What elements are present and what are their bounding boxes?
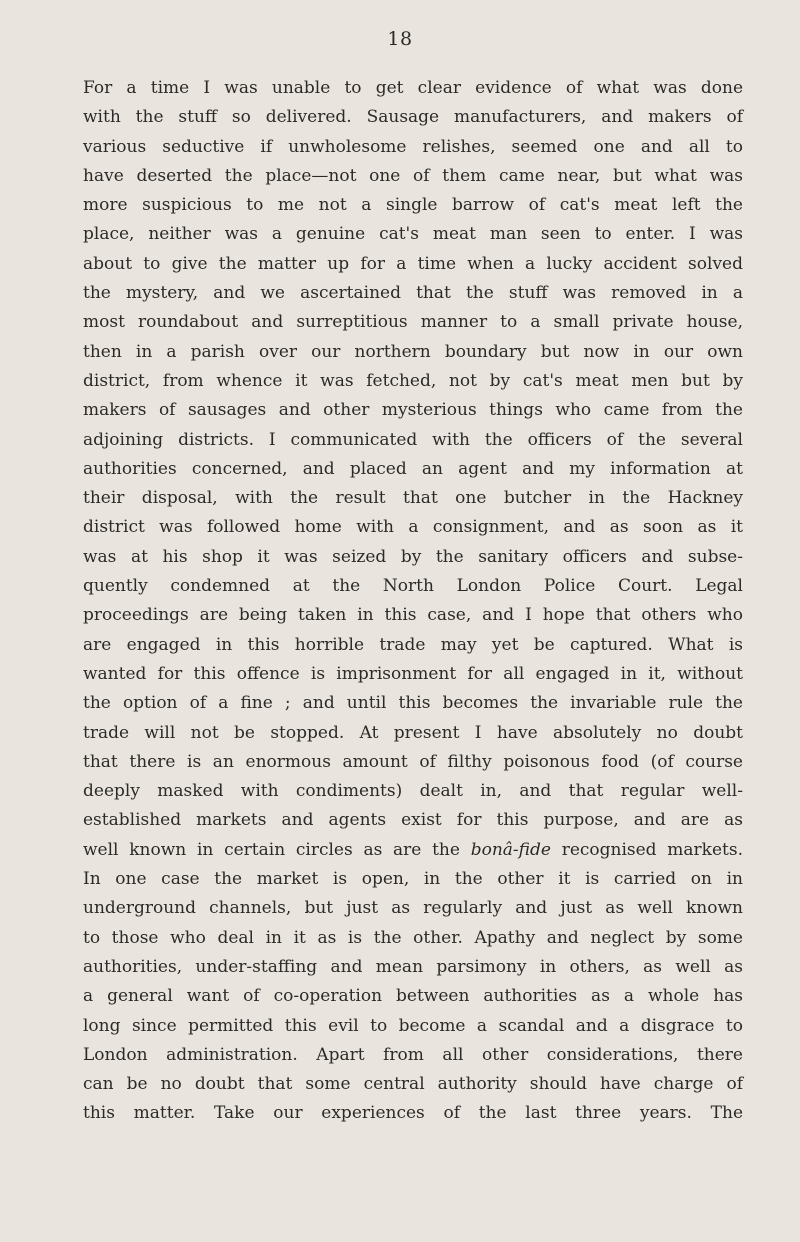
text-line: In one case the market is open, in the other it is carried on in: [83, 869, 743, 890]
text-line: makers of sausages and other mysterious things who came from the: [83, 400, 743, 421]
text-line: wanted for this offence is imprisonment for all engaged in it, without: [83, 663, 743, 684]
text-line: to those who deal in it as is the other. Apathy and neglect by some: [83, 927, 743, 948]
body-paragraph: [83, 74, 743, 1129]
page-number: 18: [387, 28, 413, 50]
text-line-with-italic: [83, 836, 743, 865]
text-line: most roundabout and surreptitious manner to a small private house,: [83, 312, 743, 333]
text-line: established markets and agents exist for this purpose, and are as: [83, 810, 743, 831]
text-line: quently condemned at the North London Police Court. Legal: [83, 576, 743, 597]
text-line: trade will not be stopped. At present I have absolutely no doubt: [83, 722, 743, 743]
text-line: the option of a fine ; and until this becomes the invariable rule the: [83, 693, 743, 714]
text-line: deeply masked with condiments) dealt in, and that regular well-: [83, 781, 743, 802]
italic-phrase: bonâ-fide: [470, 839, 551, 860]
text-line: London administration. Apart from all other considerations, there: [83, 1044, 743, 1065]
text-line: place, neither was a genuine cat's meat man seen to enter. I was: [83, 224, 743, 245]
text-line: proceedings are being taken in this case, and I hope that others who: [83, 605, 743, 626]
text-line: underground channels, but just as regularly and just as well known: [83, 898, 743, 919]
text-line: For a time I was unable to get clear evidence of what was done: [83, 78, 743, 98]
text-line: was at his shop it was seized by the sanitary officers and subse-: [83, 546, 743, 567]
text-line: about to give the matter up for a time when a lucky accident solved: [83, 253, 743, 274]
text-line: long since permitted this evil to become a scandal and a disgrace to: [83, 1015, 743, 1036]
text-line: various seductive if unwholesome relishes, seemed one and all to: [83, 136, 743, 157]
text-line: district, from whence it was fetched, not by cat's meat men but by: [83, 370, 743, 391]
text-line: this matter. Take our experiences of the last three years. The: [83, 1103, 743, 1124]
text-line: authorities, under-staffing and mean parsimony in others, as well as: [83, 956, 743, 977]
text-segment: recognised markets.: [561, 839, 744, 860]
text-line: adjoining districts. I communicated with the officers of the several: [83, 429, 743, 450]
text-line: more suspicious to me not a single barrow of cat's meat left the: [83, 195, 743, 216]
text-line: with the stuff so delivered. Sausage manufacturers, and makers of: [83, 107, 743, 128]
text-line: authorities concerned, and placed an agent and my information at: [83, 458, 743, 479]
text-line: have deserted the place—not one of them came near, but what was: [83, 165, 743, 186]
text-line: a general want of co-operation between authorities as a whole has: [83, 986, 743, 1007]
text-line: the mystery, and we ascertained that the stuff was removed in a: [83, 283, 743, 304]
text-line: then in a parish over our northern boundary but now in our own: [83, 341, 743, 362]
text-line: their disposal, with the result that one butcher in the Hackney: [83, 488, 743, 509]
text-line: district was followed home with a consignment, and as soon as it: [83, 517, 743, 538]
text-line: can be no doubt that some central authority should have charge of: [83, 1074, 743, 1095]
text-line: are engaged in this horrible trade may yet be captured. What is: [83, 634, 743, 655]
text-segment: well known in certain circles as are the: [83, 839, 460, 860]
text-line: that there is an enormous amount of filthy poisonous food (of course: [83, 751, 743, 772]
